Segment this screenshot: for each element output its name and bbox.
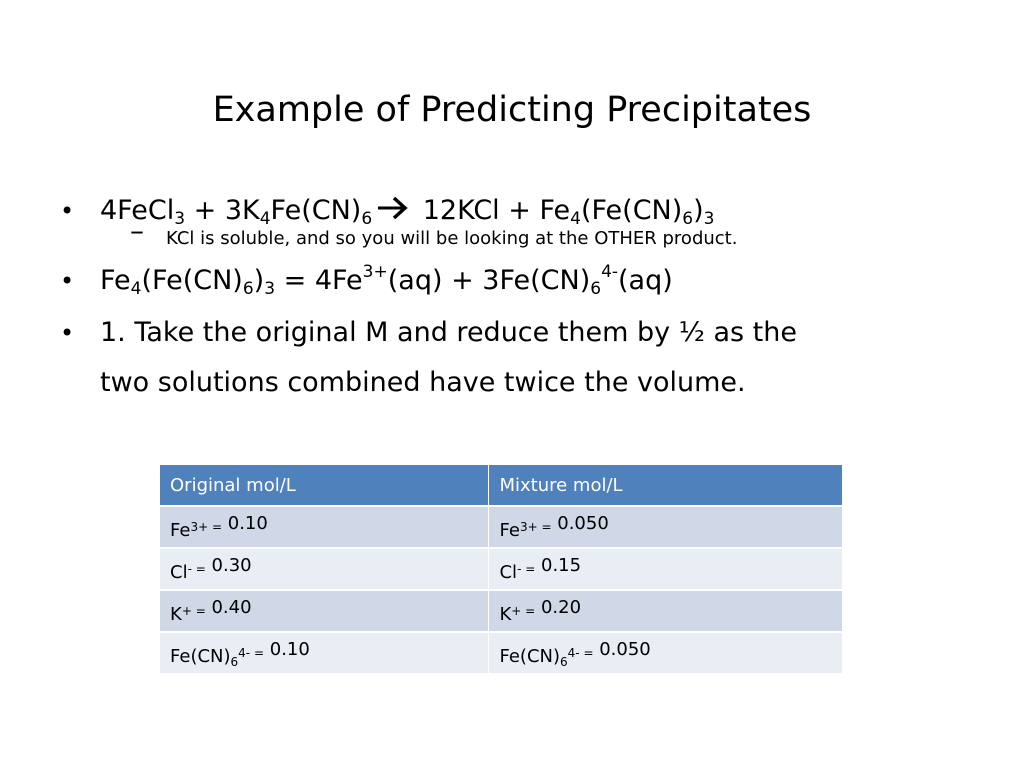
mixture-cell [489,590,843,632]
sub-bullet-note: – KCl is soluble, and so you will be looking at the OTHER product. [130,226,958,252]
superscript: 3+ [362,262,388,282]
instruction-line-1: • 1. Take the original M and reduce them by ½ as the [100,317,797,348]
subscript: 6 [590,279,602,299]
column-header-mixture: Mixture mol/L [489,465,843,506]
ion-symbol: Fe [499,520,520,541]
reaction-text: 12KCl + Fe [414,195,571,226]
equals-sign: = [191,604,206,618]
subscript: 6 [361,209,373,229]
equation-text: Fe [100,265,131,296]
ion-charge: 3+ [190,520,209,534]
equals-sign: = [579,646,594,660]
concentration-value: 0.15 [535,555,582,576]
ion-symbol: Fe(CN) [170,646,231,667]
equals-sign: = [521,604,536,618]
ion-symbol: Cl [499,562,518,583]
right-arrow-icon [376,194,410,222]
table-row [160,506,843,548]
reaction-text: (Fe(CN) [580,195,683,226]
original-cell [160,632,489,673]
ion-charge: - [517,562,522,576]
table-row [160,548,843,590]
bullet-instruction [58,308,958,408]
equation-text: ) [253,265,265,296]
concentration-value: 0.10 [222,513,268,534]
superscript: 4- [601,262,619,282]
original-cell [160,506,489,548]
equation-text: = 4Fe [275,265,363,296]
equals-sign: = [208,520,223,534]
table-row [160,632,843,673]
reaction-text: Fe(CN) [270,195,362,226]
ion-subscript: 6 [560,655,568,669]
equation-text: (aq) [618,265,673,296]
ion-charge: - [187,562,192,576]
mixture-cell [489,506,843,548]
ion-symbol: Fe(CN) [499,646,561,667]
subscript: 4 [130,279,142,299]
table-body [160,506,843,673]
subscript: 3 [264,279,276,299]
ion-symbol: K [499,604,512,625]
equals-sign: = [191,562,206,576]
original-cell [160,548,489,590]
reaction-text: ) [693,195,704,226]
ion-symbol: Fe [170,520,191,541]
slide-title: Example of Predicting Precipitates [212,90,812,130]
concentration-value: 0.10 [264,639,310,660]
equation-text: (Fe(CN) [141,265,243,296]
concentration-value: 0.40 [205,597,252,618]
reaction-text: 4FeCl [100,195,175,226]
ion-charge: 4- [567,646,580,660]
subscript: 6 [682,209,694,229]
mixture-cell [489,548,843,590]
subscript: 3 [703,209,715,229]
ion-charge: + [181,604,192,618]
subscript: 4 [259,209,271,229]
reaction-text: + 3K [185,195,260,226]
concentration-value: 0.050 [593,639,651,660]
subscript: 6 [242,279,254,299]
table-header-row [160,465,843,506]
concentration-value: 0.050 [551,513,609,534]
original-cell [160,590,489,632]
ion-symbol: K [170,604,182,625]
table-row [160,590,843,632]
concentration-value: 0.20 [535,597,582,618]
subscript: 3 [174,209,186,229]
mixture-cell [489,632,843,673]
ion-charge: + [511,604,522,618]
ion-charge: 4- [238,646,251,660]
ion-subscript: 6 [230,655,239,669]
concentration-value: 0.30 [205,555,252,576]
instruction-line-2: two solutions combined have twice the volume. [100,367,746,398]
ion-symbol: Cl [170,562,188,583]
column-header-original: Original mol/L [160,465,489,506]
bullet-dissociation [58,258,958,304]
equals-sign: = [537,520,552,534]
subscript: 4 [570,209,581,229]
equals-sign: = [521,562,536,576]
ion-charge: 3+ [519,520,538,534]
concentration-table [160,465,843,673]
equation-text: (aq) + 3Fe(CN) [387,265,591,296]
bullet-list [58,188,958,408]
equals-sign: = [250,646,265,660]
